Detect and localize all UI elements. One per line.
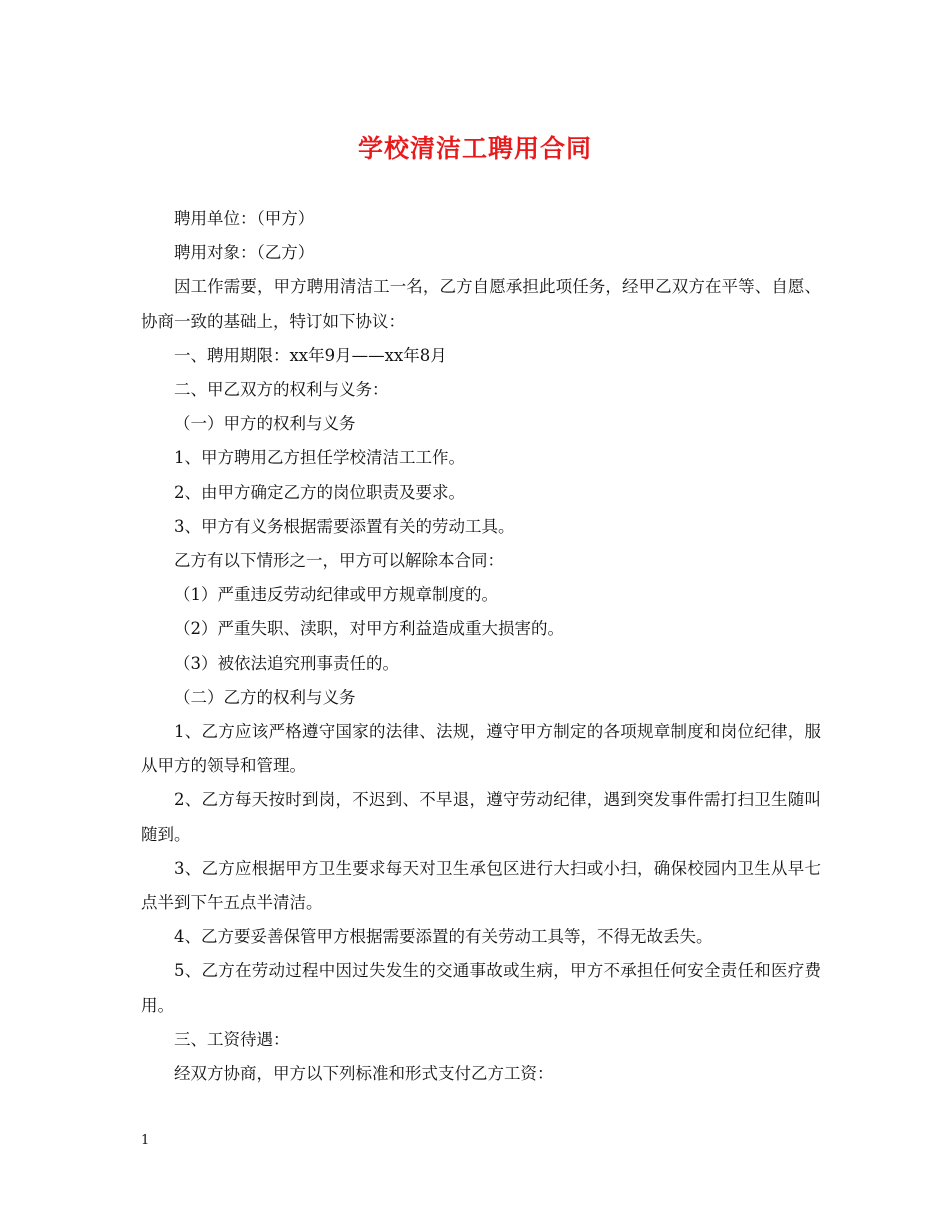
paragraph-employee: 聘用对象：（乙方） (174, 243, 315, 263)
paragraph-termination-1: （1）严重违反劳动纪律或甲方规章制度的。 (174, 585, 498, 605)
paragraph-a-item-3: 3、甲方有义务根据需要添置有关的劳动工具。 (174, 516, 515, 536)
paragraph-termination-2: （2）严重失职、渎职，对甲方利益造成重大损害的。 (174, 619, 564, 639)
paragraph-b-item-2: 2、乙方每天按时到岗，不迟到、不早退，遵守劳动纪律，遇到突发事件需打扫卫生随叫随到。 (141, 790, 821, 844)
document-title: 学校清洁工聘用合同 (357, 134, 592, 163)
paragraph-intro: 因工作需要，甲方聘用清洁工一名，乙方自愿承担此项任务，经甲乙双方在平等、自愿、协商一致的基础上，特订如下协议： (141, 277, 821, 331)
paragraph-party-a-heading: （一）甲方的权利与义务 (174, 414, 356, 434)
paragraph-term: 一、聘用期限：xx年9月——xx年8月 (174, 345, 447, 365)
page-number: 1 (141, 1133, 150, 1148)
paragraph-b-item-4: 4、乙方要妥善保管甲方根据需要添置的有关劳动工具等，不得无故丢失。 (174, 927, 713, 947)
paragraph-wages-heading: 三、工资待遇： (174, 1029, 290, 1049)
paragraph-wages-intro: 经双方协商，甲方以下列标准和形式支付乙方工资： (174, 1064, 554, 1084)
document-body (141, 202, 821, 1091)
paragraph-b-item-5: 5、乙方在劳动过程中因过失发生的交通事故或生病，甲方不承担任何安全责任和医疗费用。 (141, 961, 821, 1015)
paragraph-rights-heading: 二、甲乙双方的权利与义务： (174, 380, 389, 400)
paragraph-a-item-1: 1、甲方聘用乙方担任学校清洁工工作。 (174, 448, 465, 468)
paragraph-a-item-2: 2、由甲方确定乙方的岗位职责及要求。 (174, 482, 465, 502)
paragraph-termination-intro: 乙方有以下情形之一，甲方可以解除本合同： (174, 551, 504, 571)
paragraph-termination-3: （3）被依法追究刑事责任的。 (174, 653, 399, 673)
paragraph-b-item-3: 3、乙方应根据甲方卫生要求每天对卫生承包区进行大扫或小扫，确保校园内卫生从早七点半到下午五点半清洁。 (141, 858, 821, 913)
paragraph-b-item-1: 1、乙方应该严格遵守国家的法律、法规，遵守甲方制定的各项规章制度和岗位纪律，服从甲方的领导和管理。 (141, 722, 821, 776)
paragraph-party-b-heading: （二）乙方的权利与义务 (174, 687, 356, 707)
paragraph-employer: 聘用单位：（甲方） (174, 209, 315, 228)
